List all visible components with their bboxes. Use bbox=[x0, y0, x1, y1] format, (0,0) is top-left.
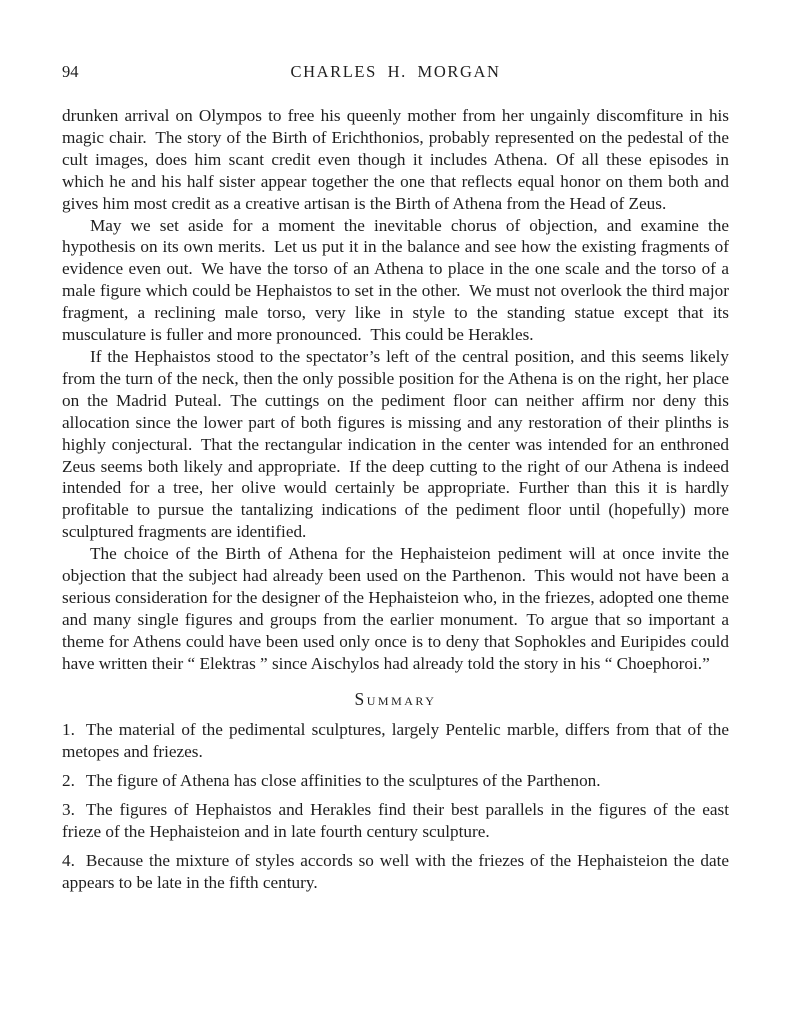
running-header bbox=[62, 62, 729, 82]
summary-item-text: Because the mixture of styles accords so well with the friezes of the Hephaisteion the date appears to be late in the fifth century. bbox=[62, 851, 729, 892]
summary-item-number: 1. bbox=[62, 720, 75, 740]
summary-item-3 bbox=[62, 799, 729, 843]
summary-item-1 bbox=[62, 719, 729, 763]
summary-item-text: The material of the pedimental sculptures, largely Pentelic marble, differs from that of the metopes and friezes. bbox=[62, 720, 729, 762]
paragraph-3: If the Hephaistos stood to the spectator’s left of the central position, and this seems likely from the turn of the neck, then the only possible position for the Athena is on the right, her place on the Madrid Puteal. The cuttings on the pediment floor can neither affirm nor deny this allocation since the lower part of both figures is missing and any restoration of their plinths is highly conjectural. That the rectangular indication in the center was intended for an enthroned Zeus seems both likely and appropriate. If the deep cutting to the right of our Athena is indeed intended for a tree, her olive would certainly be appropriate. Further than this it is hardly profitable to pursue the tantalizing indications of the pediment floor until (hopefully) more sculptured fragments are identified. bbox=[62, 346, 729, 542]
running-header-author: CHARLES H. MORGAN bbox=[290, 62, 501, 81]
summary-item-number: 3. bbox=[62, 800, 75, 820]
paragraph-1: drunken arrival on Olympos to free his queenly mother from her ungainly discomfiture in his magic chair. The story of the Birth of Erichthonios, probably represented on the pedestal of the cult images, does him scant credit even though it includes Athena. Of all these episodes in which he and his half sister appear together the one that reflects equal honor on them both and gives him most credit as a creative artisan is the Birth of Athena from the Head of Zeus. bbox=[62, 106, 729, 213]
paragraph-2: May we set aside for a moment the inevitable chorus of objection, and examine the hypothesis on its own merits. Let us put it in the balance and see how the existing fragments of evidence even out. We have the torso of an Athena to place in the one scale and the torso of a male figure which could be Hephaistos to set in the other. We must not overlook the third major fragment, a reclining male torso, very like in style to the standing statue except that its musculature is fuller and more pronounced. This could be Herakles. bbox=[62, 215, 729, 345]
page-number: 94 bbox=[62, 62, 79, 81]
summary-item-number: 2. bbox=[62, 771, 75, 791]
summary-item-number: 4. bbox=[62, 851, 75, 870]
summary-item-2 bbox=[62, 770, 729, 792]
article-body bbox=[62, 105, 729, 894]
summary-item-text: The figures of Hephaistos and Herakles find their best parallels in the figures of the east frieze of the Hephaisteion and in late fourth century sculpture. bbox=[62, 800, 729, 842]
paragraph-4: The choice of the Birth of Athena for the Hephaisteion pediment will at once invite the objection that the subject had already been used on the Parthenon. This would not have been a serious consideration for the designer of the Hephaisteion who, in the friezes, adopted one theme and many single figures and groups from the earlier monument. To argue that so important a theme for Athens could have been used only once is to deny that Sophokles and Euripides could have written their “ Elektras ” since Aischylos had already told the story in his “ Choephoroi.” bbox=[62, 544, 729, 673]
page-content bbox=[62, 62, 729, 894]
summary-heading: Summary bbox=[354, 688, 437, 709]
summary-item-4 bbox=[62, 850, 729, 894]
summary-item-text: The figure of Athena has close affinities to the sculptures of the Parthenon. bbox=[85, 771, 601, 791]
